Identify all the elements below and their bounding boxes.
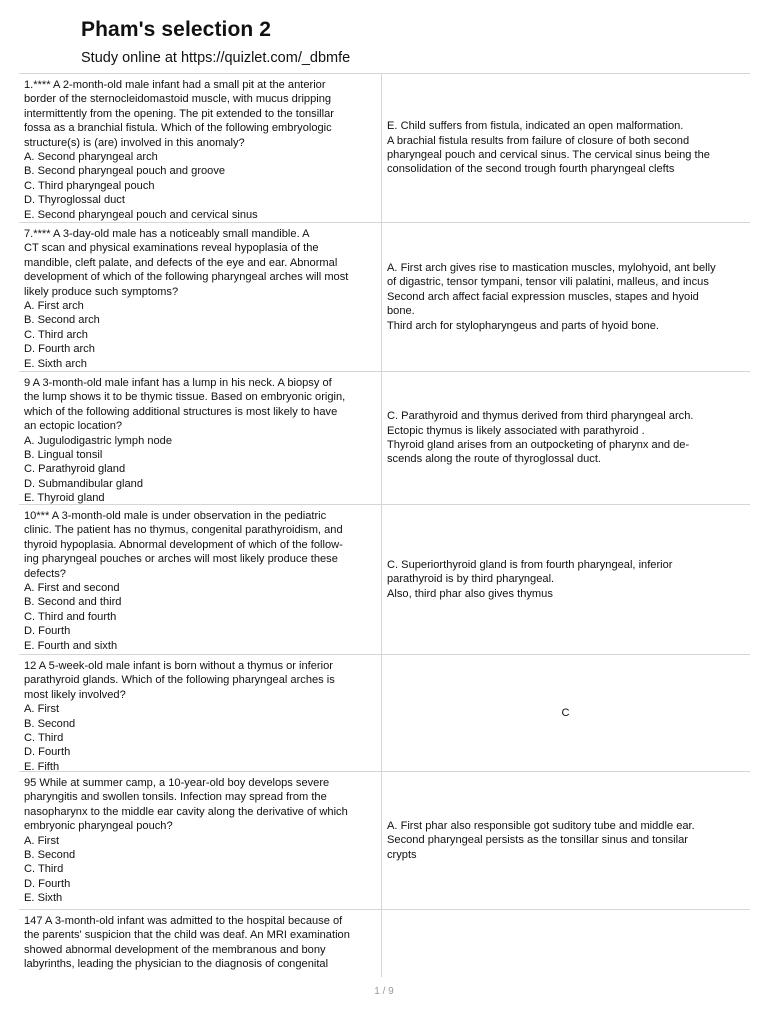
question-line: mandible, cleft palate, and defects of the eye and ear. Abnormal [24,256,338,269]
question-line: C. Third and fourth [24,610,117,623]
question-line: which of the following additional structures is most likely to have [24,405,338,418]
question-line: CT scan and physical examinations reveal hypoplasia of the [24,242,319,255]
answer-cell [382,910,750,977]
question-line: A. First [24,703,60,716]
question-cell [19,655,382,771]
answer-line: Thyroid gland arises from an outpocketing of pharynx and de- [387,439,690,451]
question-line: E. Sixth [24,892,63,905]
question-line: C. Third arch [24,328,88,341]
question-line: labyrinths, leading the physician to the diagnosis of congenital [24,958,329,971]
answer-line: C [561,706,570,719]
page-indicator: 1 / 9 [374,986,394,997]
page-title: Pham's selection 2 [81,18,272,41]
question-line: D. Submandibular gland [24,477,144,490]
page-subtitle: Study online at https://quizlet.com/_dbmfe [81,50,351,66]
answer-cell [382,772,750,909]
question-line: 95 While at summer camp, a 10-year-old boy develops severe [24,777,330,789]
question-line: C. Third [24,732,64,745]
question-line: E. Fourth and sixth [24,639,118,652]
answer-cell [382,505,750,654]
question-line: development of which of the following pharyngeal arches will most [24,271,349,284]
question-cell [19,223,382,371]
question-line: E. Thyroid gland [24,492,105,504]
answer-line: Ectopic thymus is likely associated with parathyroid . [387,424,645,437]
question-line: C. Third [24,863,64,876]
flashcard-row [19,372,750,505]
question-line: A. First [24,834,60,847]
question-line: structure(s) is (are) involved in this anomaly? [24,136,245,149]
flashcard-row [19,74,750,223]
answer-line: of digastric, tensor tympani, tensor vili palatini, malleus, and incus [387,276,709,289]
question-line: A. Jugulodigastric lymph node [24,434,172,447]
answer-line: Second arch affect facial expression muscles, stapes and hyoid [387,290,699,303]
question-line: 9 A 3-month-old male infant has a lump in his neck. A biopsy of [24,377,332,389]
question-line: 7.**** A 3-day-old male has a noticeably small mandible. A [24,228,310,240]
question-line: A. First arch [24,300,84,313]
answer-line: parathyroid is by third pharyngeal. [387,573,555,586]
answer-line: A. First arch gives rise to mastication muscles, mylohyoid, ant belly [387,261,716,274]
answer-cell [382,372,750,504]
question-line: D. Fourth [24,746,71,759]
flashcard-row [19,655,750,772]
answer-cell [382,655,750,771]
answer-line: Second pharyngeal persists as the tonsillar sinus and tonsilar [387,834,688,847]
question-line: 1.**** A 2-month-old male infant had a small pit at the anterior [24,79,326,91]
question-line: embryonic pharyngeal pouch? [24,820,173,833]
question-line: 12 A 5-week-old male infant is born without a thymus or inferior [24,660,333,672]
question-line: the parents' suspicion that the child was deaf. An MRI examination [24,929,350,942]
question-line: C. Third pharyngeal pouch [24,179,155,192]
question-line: intermittently from the opening. The pit extended to the tonsillar [24,107,334,120]
question-line: nasopharynx to the middle ear cavity along the derivative of which [24,805,348,818]
answer-line: Third arch for stylopharyngeus and parts of hyoid bone. [387,319,659,332]
question-line: an ectopic location? [24,420,123,433]
question-line: border of the sternocleidomastoid muscle, with mucus dripping [24,93,332,106]
answer-line: consolidation of the second trough fourth pharyngeal clefts [387,163,675,176]
question-line: D. Fourth [24,625,71,638]
answer-line: pharyngeal pouch and cervical sinus. The cervical sinus being the [387,149,710,161]
question-line: thyroid hypoplasia. Abnormal development of which of the follow- [24,538,343,551]
question-line: B. Second and third [24,596,122,609]
answer-line: A. First phar also responsible got suditory tube and middle ear. [387,819,695,832]
answer-line: C. Parathyroid and thymus derived from third pharyngeal arch. [387,410,694,423]
answer-line: E. Child suffers from fistula, indicated an open malformation. [387,120,684,133]
question-line: B. Second pharyngeal pouch and groove [24,165,226,178]
question-line: D. Fourth [24,877,71,890]
question-line: defects? [24,567,66,580]
question-line: E. Second pharyngeal pouch and cervical sinus [24,208,258,221]
question-line: A. First and second [24,582,120,595]
question-line: B. Second [24,717,76,730]
question-line: the lump shows it to be thymic tissue. Based on embryonic origin, [24,391,346,404]
question-line: D. Fourth arch [24,343,95,356]
question-line: 10*** A 3-month-old male is under observation in the pediatric [24,510,327,522]
question-line: clinic. The patient has no thymus, congenital parathyroidism, and [24,524,343,537]
answer-line: scends along the route of thyroglossal duct. [387,453,601,466]
question-line: E. Sixth arch [24,357,87,370]
answer-line: Also, third phar also gives thymus [387,587,553,600]
flashcard-row [19,772,750,910]
flashcard-row [19,223,750,372]
question-line: C. Parathyroid gland [24,463,126,476]
question-line: 147 A 3-month-old infant was admitted to the hospital because of [24,915,343,927]
question-line: ing pharyngeal pouches or arches will most likely produce these [24,553,338,566]
question-line: pharyngitis and swollen tonsils. Infection may spread from the [24,791,327,804]
question-cell [19,74,382,222]
question-cell [19,910,382,977]
question-line: most likely involved? [24,688,126,701]
question-line: parathyroid glands. Which of the following pharyngeal arches is [24,674,335,687]
flashcard-row [19,505,750,655]
question-line: A. Second pharyngeal arch [24,151,158,164]
flashcard-row [19,910,750,977]
question-line: fossa as a branchial fistula. Which of the following embryologic [24,122,332,135]
answer-line: A brachial fistula results from failure of closure of both second [387,134,690,147]
answer-line: bone. [387,305,415,318]
answer-cell [382,223,750,371]
question-line: B. Lingual tonsil [24,449,103,462]
flashcard-table [19,73,750,977]
question-line: D. Thyroglossal duct [24,194,125,207]
question-line: B. Second arch [24,314,100,327]
answer-cell [382,74,750,222]
question-line: B. Second [24,849,76,862]
question-cell [19,772,382,909]
answer-line: crypts [387,848,417,861]
question-line: showed abnormal development of the membranous and bony [24,943,326,956]
answer-line: C. Superiorthyroid gland is from fourth pharyngeal, inferior [387,558,673,571]
question-line: E. Fifth [24,760,60,771]
question-cell [19,372,382,504]
question-cell [19,505,382,654]
question-line: likely produce such symptoms? [24,285,179,298]
